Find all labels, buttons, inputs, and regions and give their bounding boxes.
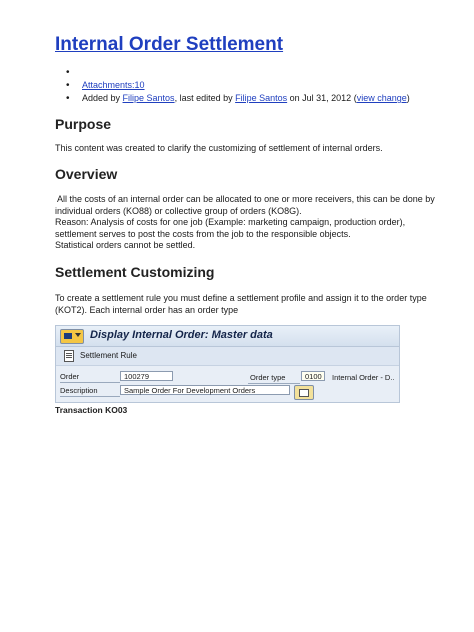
customizing-text	[55, 293, 435, 316]
overview-line: settlement serves to post the costs from the job to the responsible objects.	[55, 228, 351, 239]
chevron-down-icon	[75, 333, 81, 337]
order-label-underline	[60, 382, 120, 383]
purpose-text: This content was created to clarify the customizing of settlement of internal orders.	[55, 143, 383, 153]
customizing-heading: Settlement Customizing	[55, 264, 215, 280]
order-type-underline	[248, 383, 300, 384]
view-change-link[interactable]: view change	[356, 93, 407, 103]
meta-empty-item	[66, 66, 410, 79]
order-type-text: Internal Order - D..	[332, 373, 395, 382]
meta-author-item	[66, 92, 410, 105]
overview-line: All the costs of an internal order can be allocated to one or more receivers, this can be done by	[55, 194, 435, 204]
order-field[interactable]: 100279	[120, 371, 173, 381]
editor-link[interactable]: Filipe Santos	[235, 93, 288, 103]
sap-toolbar	[56, 347, 399, 366]
attachments-link[interactable]: Attachments:10	[82, 80, 145, 90]
customizing-line: To create a settlement rule you must define a settlement profile and assign it to the order type	[55, 293, 427, 303]
purpose-heading: Purpose	[55, 116, 112, 132]
added-by-prefix: Added by	[82, 93, 123, 103]
document-icon[interactable]	[64, 350, 74, 362]
page-title[interactable]: Internal Order Settlement	[55, 34, 284, 55]
close-paren: )	[406, 93, 410, 103]
meta-attachments-item	[66, 79, 410, 92]
edited-by-text: , last edited by	[174, 93, 236, 103]
long-text-button[interactable]	[294, 385, 314, 400]
overview-line: Statistical orders cannot be settled.	[55, 240, 196, 251]
overview-text	[55, 194, 435, 252]
order-label: Order	[60, 372, 80, 381]
author-link[interactable]: Filipe Santos	[122, 93, 175, 103]
page-meta-list	[66, 66, 410, 105]
description-label: Description	[60, 386, 98, 395]
sap-menu-icon[interactable]	[60, 329, 84, 344]
order-type-field[interactable]: 0100	[301, 371, 325, 381]
sap-menu-tile-icon	[64, 333, 72, 339]
sap-screen-title: Display Internal Order: Master data	[90, 329, 273, 341]
customizing-line: (KOT2). Each internal order has an order type	[55, 304, 239, 315]
sap-form	[56, 366, 399, 402]
sap-titlebar	[56, 326, 399, 347]
overview-heading: Overview	[55, 166, 118, 182]
order-type-label: Order type	[250, 373, 286, 382]
overview-line: individual orders (KO88) or collective group of orders (KO8G).	[55, 205, 302, 216]
overview-line: Reason: Analysis of costs for one job (Example: marketing campaign, production order),	[55, 217, 406, 228]
description-field[interactable]: Sample Order For Development Orders	[120, 385, 290, 395]
edited-on-text: on Jul 31, 2012 (	[287, 93, 357, 103]
description-label-underline	[60, 396, 120, 397]
settlement-rule-button[interactable]: Settlement Rule	[80, 351, 137, 360]
sap-screenshot	[55, 325, 400, 403]
screenshot-caption: Transaction KO03	[55, 405, 128, 415]
